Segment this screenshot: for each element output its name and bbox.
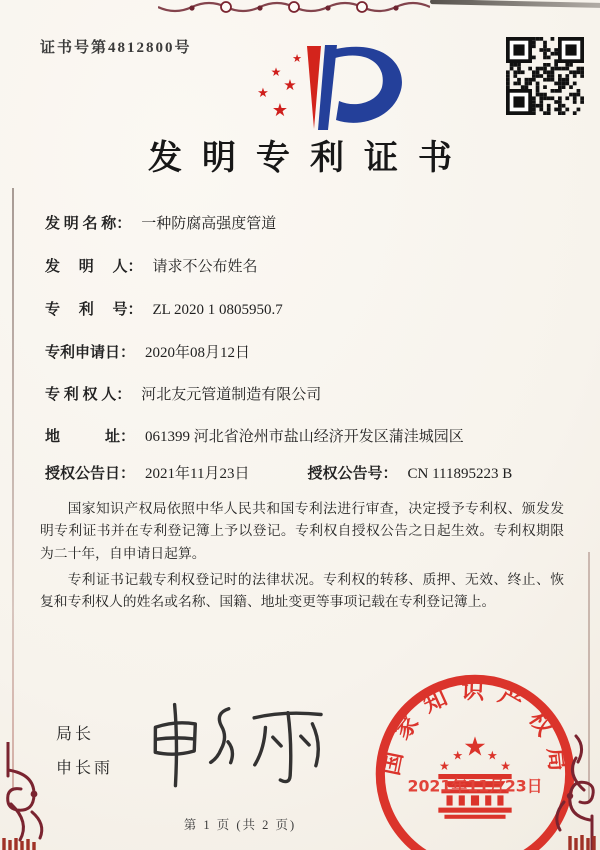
field-patent-number xyxy=(45,298,283,319)
field-invention-name xyxy=(45,212,276,233)
cnipa-logo-icon xyxy=(235,34,425,132)
logo-blue-bowl xyxy=(335,47,402,123)
top-ornament-border xyxy=(158,0,430,16)
field-value: 一种防腐高强度管道 xyxy=(141,216,277,232)
field-label: 授权公告号： xyxy=(307,466,398,482)
svg-text:★: ★ xyxy=(486,748,498,763)
field-grant-date-and-number xyxy=(45,462,512,483)
svg-text:★: ★ xyxy=(270,65,282,79)
bottom-right-ornament xyxy=(528,732,600,850)
svg-text:★: ★ xyxy=(257,86,269,101)
field-value: 请求不公布姓名 xyxy=(152,259,258,275)
certificate-title: 发明专利证书 xyxy=(148,140,472,177)
svg-text:★: ★ xyxy=(271,100,289,121)
field-patentee xyxy=(45,383,321,404)
svg-text:★: ★ xyxy=(438,758,450,773)
field-value: 河北友元管道制造有限公司 xyxy=(141,387,322,403)
field-label: 发 明 人： xyxy=(45,259,143,275)
seal-date: 2021年11月23日 xyxy=(407,776,543,796)
page-number: 第 1 页 (共 2 页) xyxy=(183,818,297,832)
svg-text:★: ★ xyxy=(452,748,464,763)
photo-edge-shadow xyxy=(430,0,600,8)
svg-text:★: ★ xyxy=(463,731,487,763)
field-value: 061399 河北省沧州市盐山经济开发区蒲洼城园区 xyxy=(145,429,464,445)
logo-blue-stem xyxy=(318,45,337,130)
national-emblem-icon xyxy=(438,732,511,819)
field-value: 2020年08月12日 xyxy=(145,345,251,361)
svg-text:★: ★ xyxy=(500,758,512,773)
legal-paragraph: 专利证书记载专利权登记时的法律状况。专利权的转移、质押、无效、终止、恢复和专利权人的姓名或名称、国籍、地址变更等事项记载在专利登记簿上。 xyxy=(40,572,564,610)
page-left-edge-line xyxy=(12,188,14,788)
field-label: 专 利 号： xyxy=(45,302,143,318)
field-label: 专利申请日： xyxy=(45,345,136,361)
commissioner-name: 申长雨 xyxy=(56,759,114,777)
svg-text:★: ★ xyxy=(292,52,302,65)
legal-text-block xyxy=(40,498,564,618)
field-inventor xyxy=(45,255,258,276)
qr-code-icon xyxy=(506,37,584,115)
field-label: 地 址： xyxy=(45,429,136,445)
svg-text:★: ★ xyxy=(283,76,297,94)
field-value: 2021年11月23日 xyxy=(145,466,250,482)
field-value: ZL 2020 1 0805950.7 xyxy=(152,302,283,318)
logo-red-wedge xyxy=(307,46,321,129)
field-application-date xyxy=(45,341,250,362)
seal-ring-text: 国家知识产权局 xyxy=(376,675,574,785)
field-address xyxy=(45,425,464,446)
commissioner-title: 局长 xyxy=(56,726,95,743)
field-value: CN 111895223 B xyxy=(407,466,513,482)
legal-paragraph: 国家知识产权局依照中华人民共和国专利法进行审查，决定授予专利权、颁发发明专利证书并在专利登记簿上予以登记。专利权自授权公告之日起生效。专利权期限为二十年，自申请日起算。 xyxy=(40,501,564,561)
field-label: 授权公告日： xyxy=(45,466,136,482)
handwritten-signature xyxy=(140,693,365,795)
certificate-number: 证书号第4812800号 xyxy=(40,40,192,56)
bottom-left-ornament xyxy=(0,742,78,850)
field-label: 专 利 权 人： xyxy=(45,387,132,403)
field-label: 发 明 名 称： xyxy=(45,216,132,232)
logo-stars-icon xyxy=(257,52,302,121)
